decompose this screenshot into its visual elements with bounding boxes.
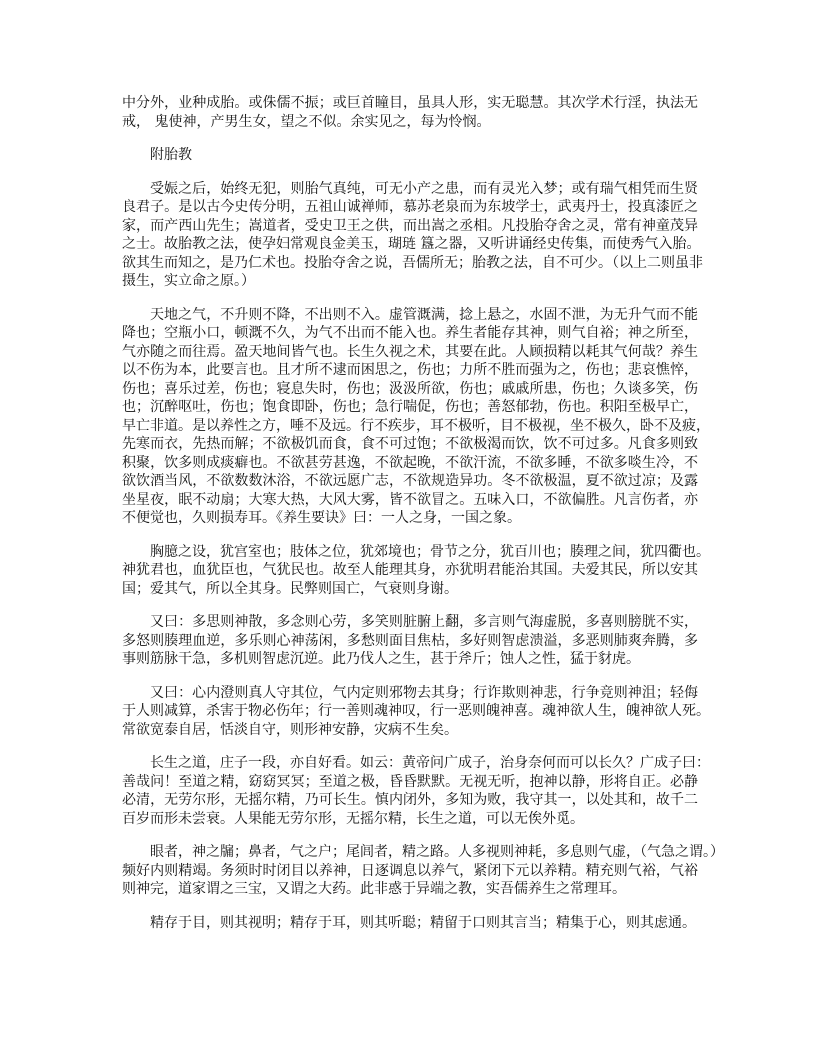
paragraph bbox=[122, 684, 710, 740]
paragraph bbox=[122, 543, 710, 599]
text-line: 常欲宽泰自居，恬淡自守，则形神安静，灾病不生矣。 bbox=[122, 721, 458, 738]
text-line: 中分外，业种成胎。或侏儒不振；或巨首瞳目，虽具人形，实无聪慧。其次学术行淫，执法无 bbox=[122, 95, 698, 111]
paragraph bbox=[122, 914, 698, 933]
text-line: 事则筋脉干急，多机则智虑沉逆。此乃伐人之生，甚于斧斤；蚀人之性，猛于豺虎。 bbox=[122, 651, 640, 667]
heading-text: 附胎教 bbox=[150, 147, 192, 163]
text-line: 积聚，饮多则成痰癖也。不欲甚劳甚逸，不欲起晚，不欲汗流，不欲多睡，不欲多啖生冷，不 bbox=[122, 454, 698, 471]
text-line: 多怒则腠理血逆，多乐则心神荡闲，多愁则面目焦枯，多好则智虑溃溢，多恶则肺爽奔腾，多 bbox=[122, 632, 698, 649]
section-heading bbox=[122, 146, 698, 165]
text-line: 百岁而形未尝衰。人果能无劳尔形，无摇尔精，长生之道，可以无俟外觅。 bbox=[122, 810, 584, 827]
text-line: 之士。故胎教之法，使孕妇常观良金美玉，瑚琏 簋之器，又听讲诵经史传集，而使秀气入胎。 bbox=[122, 236, 701, 252]
text-line: 不便觉也，久则损寿耳。《养生要诀》曰：一人之身，一国之象。 bbox=[122, 510, 521, 526]
text-line: 家，而产西山先生；嵩道者，受史卫王之供，而出嵩之丞相。凡投胎夺舍之灵，常有神童茂异 bbox=[122, 217, 698, 234]
text-line: 又曰：多思则神散，多念则心劳，多笑则脏腑上翻，多言则气海虚脱，多喜则膀胱不实， bbox=[150, 614, 698, 630]
text-line: 欲其生而知之，是乃仁术也。投胎夺舍之说，吾儒所无；胎教之法，自不可少。（以上二则虽非 bbox=[122, 254, 703, 271]
text-line: 于人则减算，杀害于物必伤年；行一善则魂神叹，行一恶则魄神喜。魂神欲人生，魄神欲人死。 bbox=[122, 703, 710, 719]
text-line: 国；爱其气，所以全其身。民弊则国亡，气衰则身谢。 bbox=[122, 580, 458, 597]
text-line: 摄生，实立命之原。） bbox=[122, 273, 255, 289]
text-line: 也；沉醉呕吐，伤也；饱食即卧，伤也；急行喘促，伤也；善怒郁勃，伤也。积阳至极早亡， bbox=[122, 399, 698, 415]
text-line: 降也；空瓶小口，顿溉不久，为气不出而不能入也。养生者能存其神，则气自裕；神之所至， bbox=[122, 325, 698, 341]
text-line: 长生之道，庄子一段，亦自好看。如云：黄帝问广成子，治身奈何而可以长久？广成子曰： bbox=[150, 755, 710, 771]
text-line: 善哉问！至道之精，窈窈冥冥；至道之极，昏昏默默。无视无听，抱神以静，形将自正。必静 bbox=[122, 773, 698, 790]
text-line: 戒， 鬼使神，产男生女，望之不似。余实见之，每为怜悯。 bbox=[122, 113, 491, 130]
paragraph bbox=[122, 613, 698, 669]
text-line: 必清，无劳尔形，无摇尔精，乃可长生。慎内闭外，多知为败，我守其一，以处其和，故千二 bbox=[122, 792, 698, 808]
text-line: 坐星夜，眠不动扇；大寒大热，大风大雾，皆不欲冒之。五味入口，不欲偏胜。凡言伤者，亦 bbox=[122, 491, 698, 508]
text-line: 气亦随之而往焉。盈天地间皆气也。长生久视之术，其要在此。人顾损精以耗其气何哉？养生 bbox=[122, 343, 698, 360]
text-line: 良君子。是以古今史传分明，五祖山诚禅师，慕苏老泉而为东坡学士，武夷丹士，投真漆匠之 bbox=[122, 199, 698, 215]
text-line: 欲饮酒当风，不欲数数沐浴，不欲远愿广志，不欲规造异功。冬不欲极温，夏不欲过凉；及露 bbox=[122, 473, 698, 489]
paragraph bbox=[122, 843, 724, 899]
paragraph bbox=[122, 180, 703, 291]
text-line: 眼者，神之牖；鼻者，气之户；尾闾者，精之路。人多视则神耗，多息则气虚，（气急之谓。） bbox=[150, 844, 724, 860]
text-line: 天地之气，不升则不降，不出则不入。虚管溉满，捻上悬之，水固不泄，为无升气而不能 bbox=[150, 306, 698, 323]
document-body bbox=[122, 94, 724, 947]
text-line: 则神完，道家谓之三宝，又谓之大药。此非惑于异端之教，实吾儒养生之常理耳。 bbox=[122, 881, 626, 897]
text-line: 早亡非道。是以养性之方，唾不及远。行不疾步，耳不极听，目不极视，坐不极久，卧不及疲， bbox=[122, 417, 710, 434]
paragraph bbox=[122, 94, 698, 131]
text-line: 以不伤为本，此要言也。且才所不逮而困思之，伤也；力所不胜而强为之，伤也；悲哀憔悴， bbox=[122, 362, 698, 378]
text-line: 频好内则精竭。务须时时闭目以养神，日逐调息以养气，紧闭下元以养精。精充则气裕，气裕 bbox=[122, 862, 698, 879]
text-line: 伤也；喜乐过差，伤也；寝息失时，伤也；汲汲所欲，伤也；戚戚所患，伤也；久谈多笑，伤 bbox=[122, 380, 698, 397]
text-line: 先寒而衣，先热而解；不欲极饥而食，食不可过饱；不欲极渴而饮，饮不可过多。凡食多则致 bbox=[122, 436, 698, 452]
text-line: 又曰：心内澄则真人守其位，气内定则邪物去其身；行诈欺则神悲，行争竞则神沮；轻侮 bbox=[150, 684, 698, 701]
text-line: 精存于目，则其视明；精存于耳，则其听聪；精留于口则其言当；精集于心，则其虑通。 bbox=[150, 914, 696, 931]
text-line: 胸臆之设，犹宫室也；肢体之位，犹郊境也；骨节之分，犹百川也；腠理之间，犹四衢也。 bbox=[150, 543, 710, 560]
paragraph bbox=[122, 306, 710, 528]
text-line: 神犹君也，血犹臣也，气犹民也。故至人能理其身，亦犹明君能治其国。夫爱其民，所以安其 bbox=[122, 562, 698, 578]
paragraph bbox=[122, 754, 710, 828]
text-line: 受娠之后，始终无犯，则胎气真纯，可无小产之患，而有灵光入梦；或有瑞气相凭而生贤 bbox=[150, 180, 698, 197]
